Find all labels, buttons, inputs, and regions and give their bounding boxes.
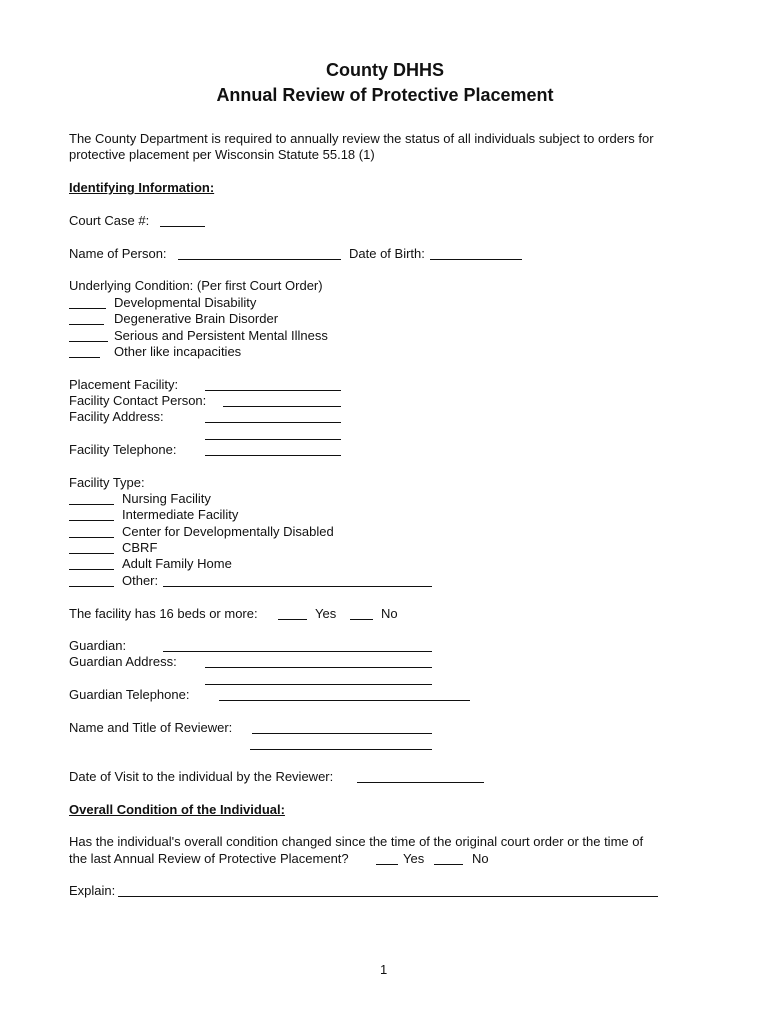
facility-address-field-1[interactable] [205,422,341,423]
facility-type-label-2: Intermediate Facility [122,507,239,522]
condition-checkbox-3[interactable] [69,341,108,342]
reviewer-field-1[interactable] [252,733,432,734]
facility-type-checkbox-1[interactable] [69,504,114,505]
facility-contact-label: Facility Contact Person: [69,393,207,408]
visit-date-field[interactable] [357,782,484,783]
name-field[interactable] [178,259,341,260]
facility-type-checkbox-4[interactable] [69,553,114,554]
beds-no-label: No [381,606,398,621]
court-case-field[interactable] [160,226,205,227]
facility-telephone-label: Facility Telephone: [69,442,177,457]
facility-address-label: Facility Address: [69,409,164,424]
condition-checkbox-1[interactable] [69,308,106,309]
overall-no-checkbox[interactable] [434,864,463,865]
facility-type-label-6: Other: [122,573,159,588]
overall-no-label: No [472,851,489,866]
dob-field[interactable] [430,259,522,260]
facility-type-label-5: Adult Family Home [122,556,232,571]
title-line-1: County DHHS [326,60,444,80]
court-case-label: Court Case #: [69,213,150,228]
condition-checkbox-4[interactable] [69,357,100,358]
reviewer-field-2[interactable] [250,749,432,750]
guardian-label: Guardian: [69,638,127,653]
facility-type-checkbox-6[interactable] [69,586,114,587]
overall-question-line-2: the last Annual Review of Protective Placement? [69,851,349,866]
guardian-field[interactable] [163,651,432,652]
visit-date-label: Date of Visit to the individual by the Reviewer: [69,769,334,784]
facility-type-checkbox-2[interactable] [69,520,114,521]
placement-facility-field[interactable] [205,390,341,391]
reviewer-label: Name and Title of Reviewer: [69,720,233,735]
facility-type-label-1: Nursing Facility [122,491,211,506]
guardian-telephone-label: Guardian Telephone: [69,687,190,702]
dob-label: Date of Birth: [349,246,425,261]
explain-field[interactable] [118,896,658,897]
guardian-address-label: Guardian Address: [69,654,177,669]
facility-contact-field[interactable] [223,406,341,407]
facility-type-checkbox-3[interactable] [69,537,114,538]
facility-type-other-field[interactable] [163,586,432,587]
intro-line-2: protective placement per Wisconsin Statute 55.18 (1) [69,147,375,162]
facility-type-label-3: Center for Developmentally Disabled [122,524,334,539]
condition-label-4: Other like incapacities [114,344,242,359]
page-number: 1 [380,962,388,977]
facility-type-label-4: CBRF [122,540,158,555]
overall-yes-label: Yes [403,851,425,866]
facility-telephone-field[interactable] [205,455,341,456]
facility-type-checkbox-5[interactable] [69,569,114,570]
guardian-address-field-2[interactable] [205,684,432,685]
overall-heading: Overall Condition of the Individual: [69,802,285,817]
overall-yes-checkbox[interactable] [376,864,398,865]
overall-question-line-1: Has the individual's overall condition changed since the time of the original court order or the time of [69,834,644,849]
beds-question: The facility has 16 beds or more: [69,606,258,621]
beds-no-checkbox[interactable] [350,619,373,620]
intro-line-1: The County Department is required to annually review the status of all individuals subject to orders for [69,131,654,146]
beds-yes-label: Yes [315,606,337,621]
facility-address-field-2[interactable] [205,439,341,440]
title-line-2: Annual Review of Protective Placement [216,85,554,105]
condition-heading: Underlying Condition: (Per first Court Order) [69,278,323,293]
condition-label-2: Degenerative Brain Disorder [114,311,279,326]
condition-checkbox-2[interactable] [69,324,104,325]
explain-label: Explain: [69,883,116,898]
beds-yes-checkbox[interactable] [278,619,307,620]
identifying-heading: Identifying Information: [69,180,215,195]
guardian-telephone-field[interactable] [219,700,470,701]
condition-label-3: Serious and Persistent Mental Illness [114,328,328,343]
guardian-address-field-1[interactable] [205,667,432,668]
facility-type-heading: Facility Type: [69,475,145,490]
name-label: Name of Person: [69,246,167,261]
condition-label-1: Developmental Disability [114,295,257,310]
placement-facility-label: Placement Facility: [69,377,179,392]
